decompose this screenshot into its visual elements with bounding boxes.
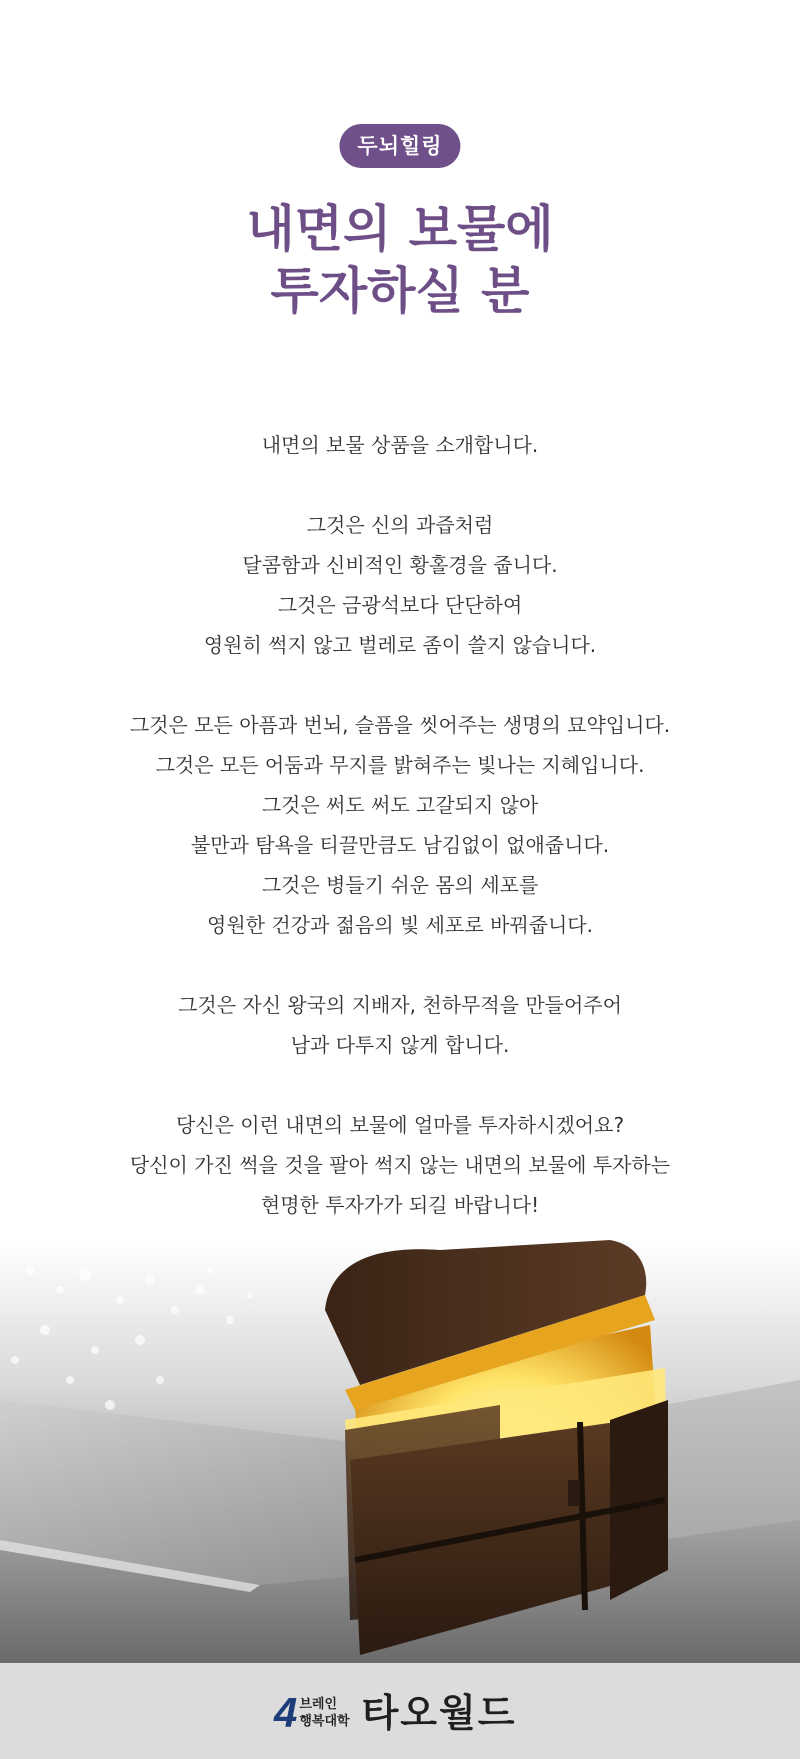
logo-subtitle <box>299 1696 349 1730</box>
text-line: 그것은 써도 써도 고갈되지 않아 <box>261 793 539 817</box>
title-line-2: 투자하실 분 <box>270 262 530 320</box>
logo-subtitle-line-2: 행복대학 <box>299 1714 350 1729</box>
title-line-1: 내면의 보물에 <box>246 200 554 258</box>
footer <box>0 1663 800 1759</box>
text-line: 불만과 탐욕을 티끌만큼도 남김없이 없애줍니다. <box>190 833 610 857</box>
paragraph-2 <box>0 505 800 665</box>
logo-wordmark: 타오월드 <box>361 1691 517 1735</box>
text-line: 영원한 건강과 젊음의 빛 세포로 바꿔줍니다. <box>207 913 593 937</box>
text-line: 그것은 자신 왕국의 지배자, 천하무적을 만들어주어 <box>178 993 622 1017</box>
category-badge: 두뇌힐링 <box>339 124 460 168</box>
text-line: 그것은 병들기 쉬운 몸의 세포를 <box>261 873 539 897</box>
paragraph-5 <box>0 1105 800 1225</box>
text-line: 그것은 금광석보다 단단하여 <box>277 593 523 617</box>
body-text <box>0 425 800 1225</box>
text-line: 당신이 가진 썩을 것을 팔아 썩지 않는 내면의 보물에 투자하는 <box>129 1153 671 1177</box>
treasure-chest-image <box>0 1240 800 1663</box>
page-title <box>0 198 800 322</box>
text-line: 현명한 투자가가 되길 바랍니다! <box>260 1193 540 1217</box>
text-line: 당신은 이런 내면의 보물에 얼마를 투자하시겠어요? <box>175 1113 625 1137</box>
text-line: 남과 다투지 않게 합니다. <box>290 1033 510 1057</box>
paragraph-4 <box>0 985 800 1065</box>
paragraph-1 <box>0 425 800 465</box>
text-line: 그것은 모든 어둠과 무지를 밝혀주는 빛나는 지혜입니다. <box>155 753 645 777</box>
logo-number: 4 <box>274 1689 298 1736</box>
text-line: 그것은 모든 아픔과 번뇌, 슬픔을 씻어주는 생명의 묘약입니다. <box>129 713 671 737</box>
text-line: 그것은 신의 과즙처럼 <box>306 513 494 537</box>
treasure-chest-illustration <box>0 1240 800 1663</box>
brand-logo[interactable] <box>274 1691 516 1735</box>
paragraph-3 <box>0 705 800 945</box>
text-line: 내면의 보물 상품을 소개합니다. <box>261 433 539 457</box>
logo-subtitle-line-1: 브레인 <box>299 1697 338 1712</box>
text-line: 영원히 썩지 않고 벌레로 좀이 쓸지 않습니다. <box>203 633 597 657</box>
text-line: 달콤함과 신비적인 황홀경을 줍니다. <box>242 553 558 577</box>
